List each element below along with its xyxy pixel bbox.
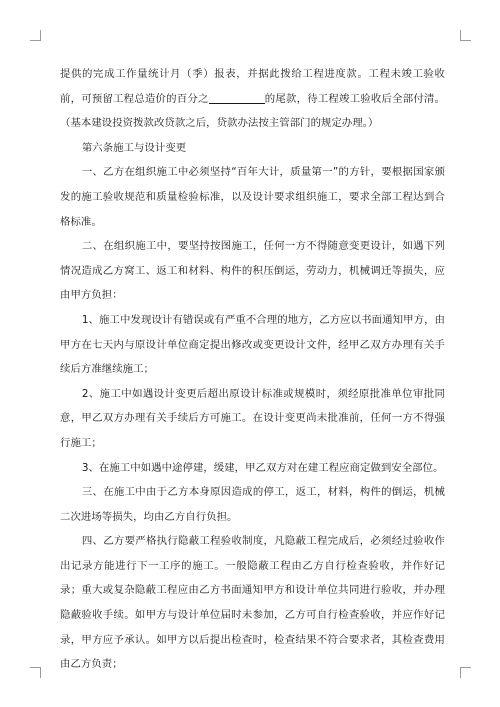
payment-terms-text-before: 提供的完成工作量统计月（季）报表，并据此拨给工程进度款。工程未竣工验收前，可预留工程总造价的百分之 [60, 68, 445, 105]
paragraph-contractor-losses: 三、在施工中由于乙方本身原因造成的停工，返工，材料，构件的倒运，机械二次进场等损失，均由乙方自行负担。 [60, 486, 445, 523]
paragraph-quality-policy: 一、乙方在组织施工中必须坚持“百年大计，质量第一”的方针，要根据国家颁发的施工验收规范和质量检验标准，以及设计要求组织施工，要求全部工程达到合格标准。 [60, 166, 445, 228]
payment-terms-text-after: 的尾款，待工程竣工验收后全部付清。（基本建设投资拨款改贷款之后，贷款办法按主管部门的规定办理。） [60, 92, 445, 130]
percentage-blank [209, 92, 265, 104]
paragraph-payment-terms [60, 62, 445, 136]
crop-mark-top-left [30, 30, 41, 41]
document-body [60, 62, 445, 677]
paragraph-concealed-works: 四、乙方要严格执行隐蔽工程验收制度，凡隐蔽工程完成后，必须经过验收作出记录方能进行下一工序的施工。一般隐蔽工程由乙方自行检查验收，并作好记录；重大或复杂隐蔽工程应由乙方书面通知甲方和设计单位共同进行验收，并办理隐蔽验收手续。如甲方与设计单位届时未参加，乙方可自行检查验收，并应作好记录，甲方应予承认。如甲方以后提出检查时，检查结果不符合要求者，其检查费用由乙方负责； [60, 535, 445, 671]
paragraph-item-3: 3、在施工中如遇中途停建，缓建，甲乙双方对在建工程应商定做到安全部位。 [81, 461, 444, 474]
crop-mark-bottom-left [30, 667, 41, 678]
section-title: 第六条施工与设计变更 [81, 141, 187, 154]
paragraph-item-2: 2、施工中如遇设计变更后超出原设计标准或规模时，须经原批准单位审批同意，甲乙双方办理有关手续后方可施工。在设计变更尚未批准前，任何一方不得强行施工； [60, 387, 445, 449]
paragraph-item-1: 1、施工中发现设计有错误或有严重不合理的地方，乙方应以书面通知甲方，由甲方在七天内与原设计单位商定提出修改或变更设计文件，经甲乙双方办理有关手续后方准继续施工； [60, 313, 445, 376]
crop-mark-bottom-right [460, 667, 471, 678]
paragraph-design-changes: 二、在组织施工中，要坚持按图施工，任何一方不得随意变更设计，如遇下列情况造成乙方窝工、返工和材料、构件的积压倒运，劳动力，机械调迁等损失，应由甲方负担： [60, 240, 445, 302]
crop-mark-top-right [460, 30, 471, 41]
